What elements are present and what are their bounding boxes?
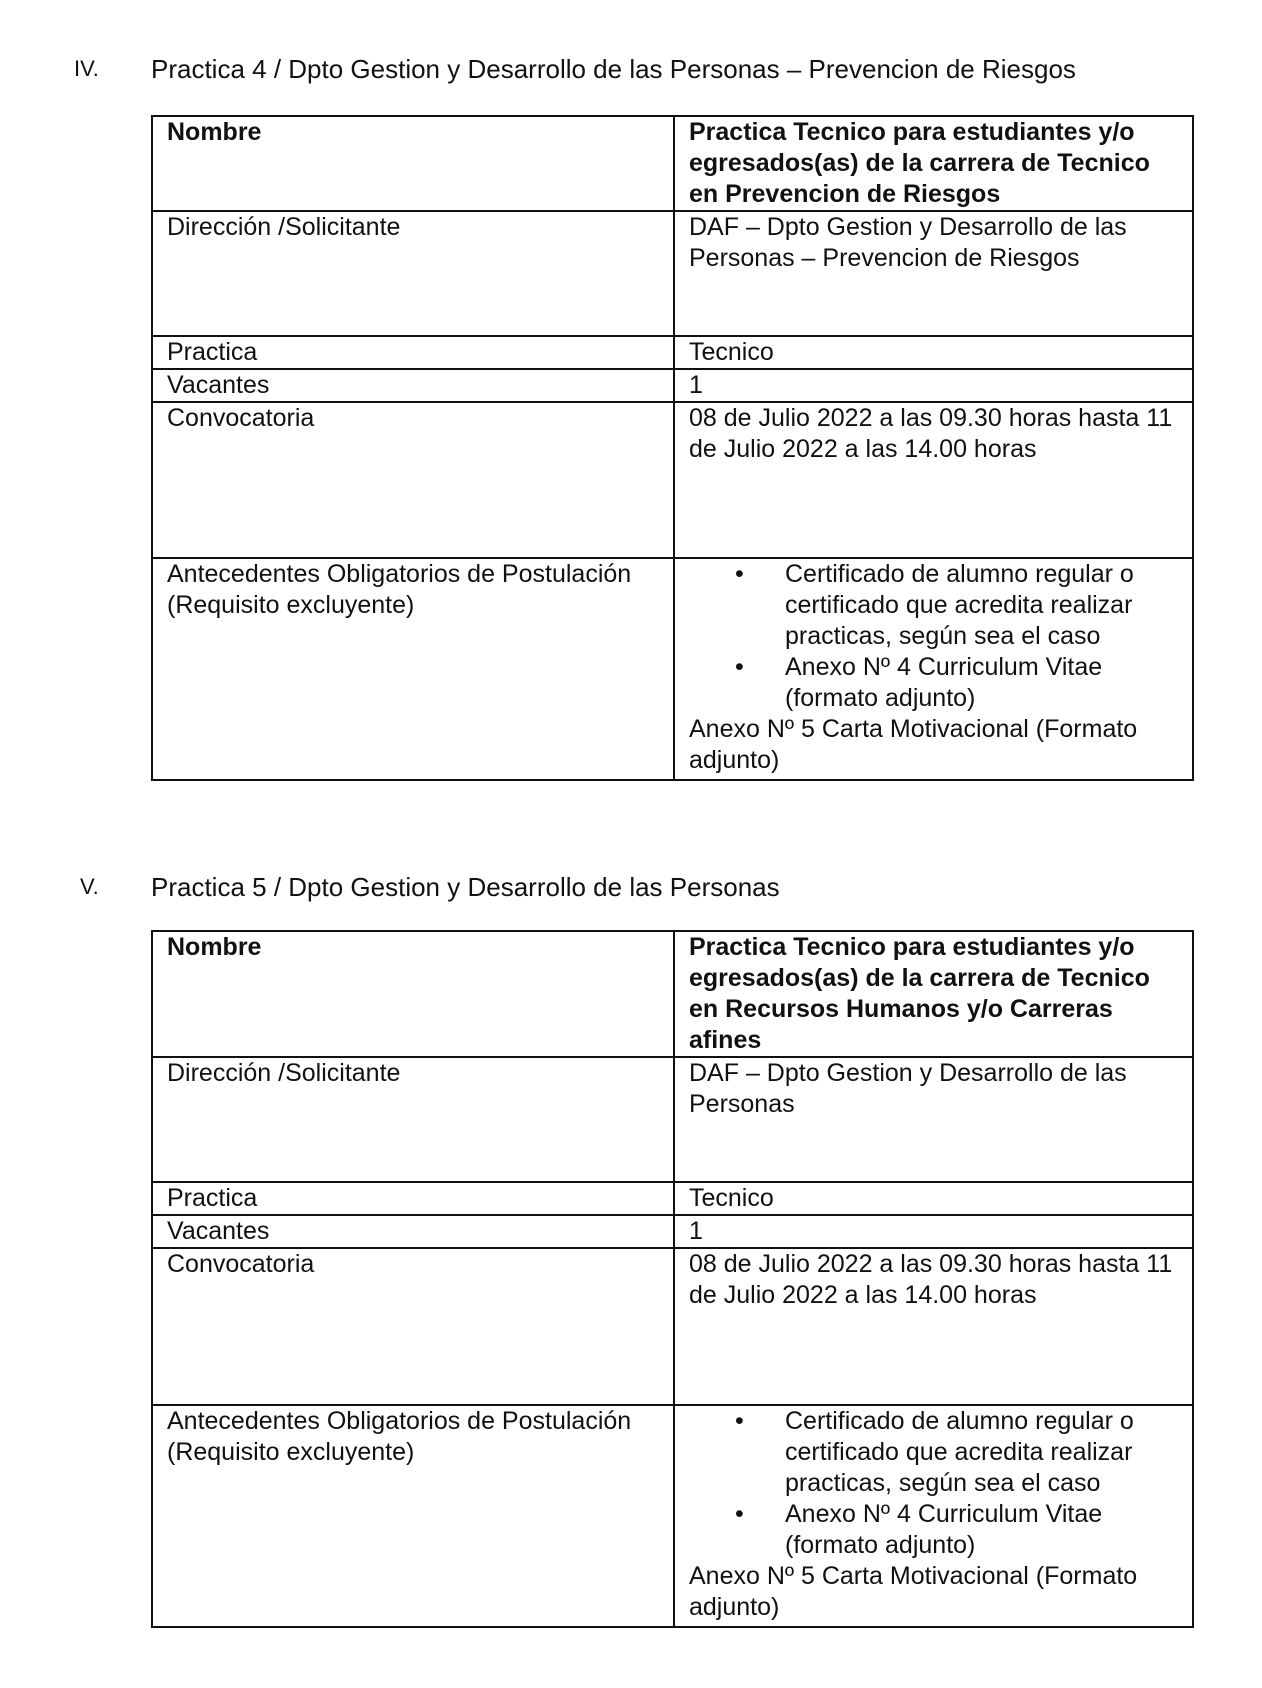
convocatoria-label: Convocatoria xyxy=(152,402,674,558)
antecedentes-bullet-item: • Certificado de alumno regular o certificado que acredita realizar practicas, según sea el caso xyxy=(689,1406,1180,1499)
vacantes-label: Vacantes xyxy=(152,369,674,402)
antecedentes-extra: Anexo Nº 5 Carta Motivacional (Formato adjunto) xyxy=(689,715,1138,774)
practica-table-v xyxy=(151,930,1194,1628)
vacantes-value: 1 xyxy=(674,1215,1193,1248)
practica-value: Tecnico xyxy=(674,1182,1193,1215)
section-number: IV. xyxy=(74,56,99,81)
convocatoria-value: 08 de Julio 2022 a las 09.30 horas hasta 11 de Julio 2022 a las 14.00 horas xyxy=(674,402,1193,558)
section-title: Practica 4 / Dpto Gestion y Desarrollo de las Personas – Prevencion de Riesgos xyxy=(151,54,1076,84)
direccion-value: DAF – Dpto Gestion y Desarrollo de las Personas xyxy=(674,1057,1193,1182)
antecedentes-value xyxy=(674,558,1193,780)
direccion-value: DAF – Dpto Gestion y Desarrollo de las Personas – Prevencion de Riesgos xyxy=(674,211,1193,336)
nombre-value: Practica Tecnico para estudiantes y/o egresados(as) de la carrera de Tecnico en Recursos Humanos y/o Carreras afines xyxy=(674,931,1193,1057)
section-heading-v xyxy=(0,869,1262,905)
practica-label: Practica xyxy=(152,1182,674,1215)
practica-label: Practica xyxy=(152,336,674,369)
practica-value: Tecnico xyxy=(674,336,1193,369)
antecedentes-bullet-item: • Certificado de alumno regular o certificado que acredita realizar practicas, según sea el caso xyxy=(689,559,1180,652)
antecedentes-bullet-item: • Anexo Nº 4 Curriculum Vitae (formato adjunto) xyxy=(689,652,1180,714)
antecedentes-bullet-item: • Anexo Nº 4 Curriculum Vitae (formato adjunto) xyxy=(689,1499,1180,1561)
vacantes-label: Vacantes xyxy=(152,1215,674,1248)
antecedentes-label: Antecedentes Obligatorios de Postulación (Requisito excluyente) xyxy=(152,1405,674,1627)
antecedentes-value xyxy=(674,1405,1193,1627)
nombre-value: Practica Tecnico para estudiantes y/o egresados(as) de la carrera de Tecnico en Prevencion de Riesgos xyxy=(674,116,1193,211)
section-heading-iv xyxy=(0,51,1262,87)
antecedentes-label: Antecedentes Obligatorios de Postulación (Requisito excluyente) xyxy=(152,558,674,780)
convocatoria-value: 08 de Julio 2022 a las 09.30 horas hasta 11 de Julio 2022 a las 14.00 horas xyxy=(674,1248,1193,1405)
practica-table-iv xyxy=(151,115,1194,781)
convocatoria-label: Convocatoria xyxy=(152,1248,674,1405)
vacantes-value: 1 xyxy=(674,369,1193,402)
section-number: V. xyxy=(80,874,99,899)
nombre-label: Nombre xyxy=(152,931,674,1057)
direccion-label: Dirección /Solicitante xyxy=(152,211,674,336)
nombre-label: Nombre xyxy=(152,116,674,211)
direccion-label: Dirección /Solicitante xyxy=(152,1057,674,1182)
antecedentes-extra: Anexo Nº 5 Carta Motivacional (Formato adjunto) xyxy=(689,1562,1138,1621)
section-title: Practica 5 / Dpto Gestion y Desarrollo de las Personas xyxy=(151,872,780,902)
